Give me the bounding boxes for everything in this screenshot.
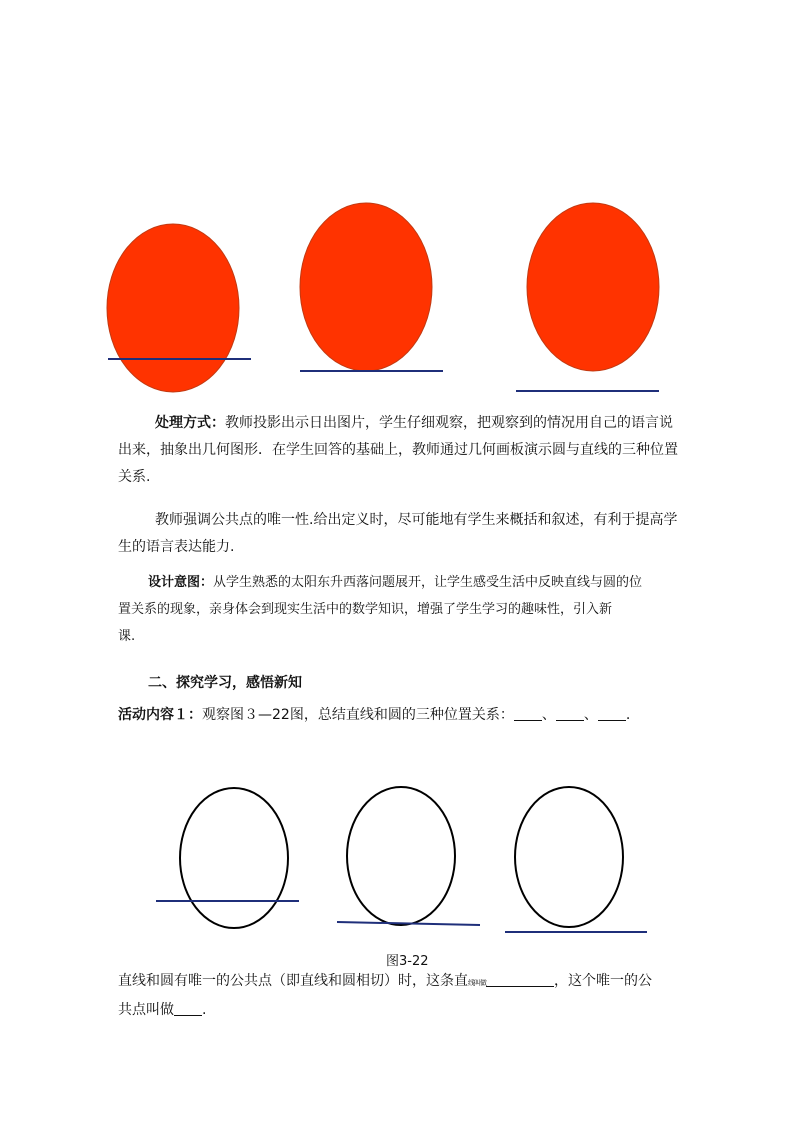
method-text-1: 教师投影出示日出图片，学生仔细观察，把观察到的情况用自己的语言说 [225,415,673,431]
blank-separator-1: 、 [541,707,556,723]
definition-text-1b: ，这个唯一的公 [554,973,652,989]
outline-circle-3 [515,787,623,927]
answer-blank-3[interactable] [598,706,626,721]
design-intent-paragraph [118,569,688,650]
activity-line [118,702,630,729]
emphasis-paragraph [118,507,688,561]
activity-text: 观察图３—22图，总结直线和圆的三种位置关系： [202,707,514,723]
sun-circle-3 [527,203,659,371]
activity-label: 活动内容１： [118,707,202,723]
method-text-2: 出来，抽象出几何图形．在学生回答的基础上，教师通过几何画板演示圆与直线的三种位置 [118,442,678,458]
emphasis-text-2: 生的语言表达能力. [118,539,235,555]
blank-separator-2: 、 [583,707,598,723]
emphasis-text-1: 教师强调公共点的唯一性.给出定义时，尽可能地有学生来概括和叙述，有利于提高学 [155,512,678,528]
definition-text-2a: 共点叫做 [118,1002,174,1018]
design-text-2: 置关系的现象，亲身体会到现实生活中的数学知识，增强了学生学习的趣味性，引入新 [118,602,613,617]
definition-overlap-text: 线叫做 [468,979,486,987]
activity-end: . [625,707,631,723]
method-label: 处理方式： [155,415,225,431]
definition-blank-2[interactable] [174,1001,202,1016]
definition-text-2-end: . [202,1002,207,1018]
sunrise-figure [0,0,794,410]
design-text-3: 课. [118,629,136,644]
figure-caption: 图3-22 [386,954,429,969]
answer-blank-1[interactable] [514,706,542,721]
section-heading: 二、探究学习，感悟新知 [148,675,302,691]
answer-blank-2[interactable] [556,706,584,721]
outline-circle-1 [180,788,288,928]
definition-paragraph [118,968,688,1024]
definition-text-1a: 直线和圆有唯一的公共点（即直线和圆相切）时，这条直 [118,973,468,989]
design-text-1: 从学生熟悉的太阳东升西落问题展开，让学生感受生活中反映直线与圆的位 [213,575,643,590]
outline-circle-2 [347,787,455,925]
sun-circle-2 [300,203,432,371]
sun-circle-1 [107,224,239,392]
design-label: 设计意图： [148,575,214,590]
definition-blank-1[interactable] [486,972,554,987]
method-text-3: 关系. [118,469,151,485]
method-paragraph [118,410,688,491]
